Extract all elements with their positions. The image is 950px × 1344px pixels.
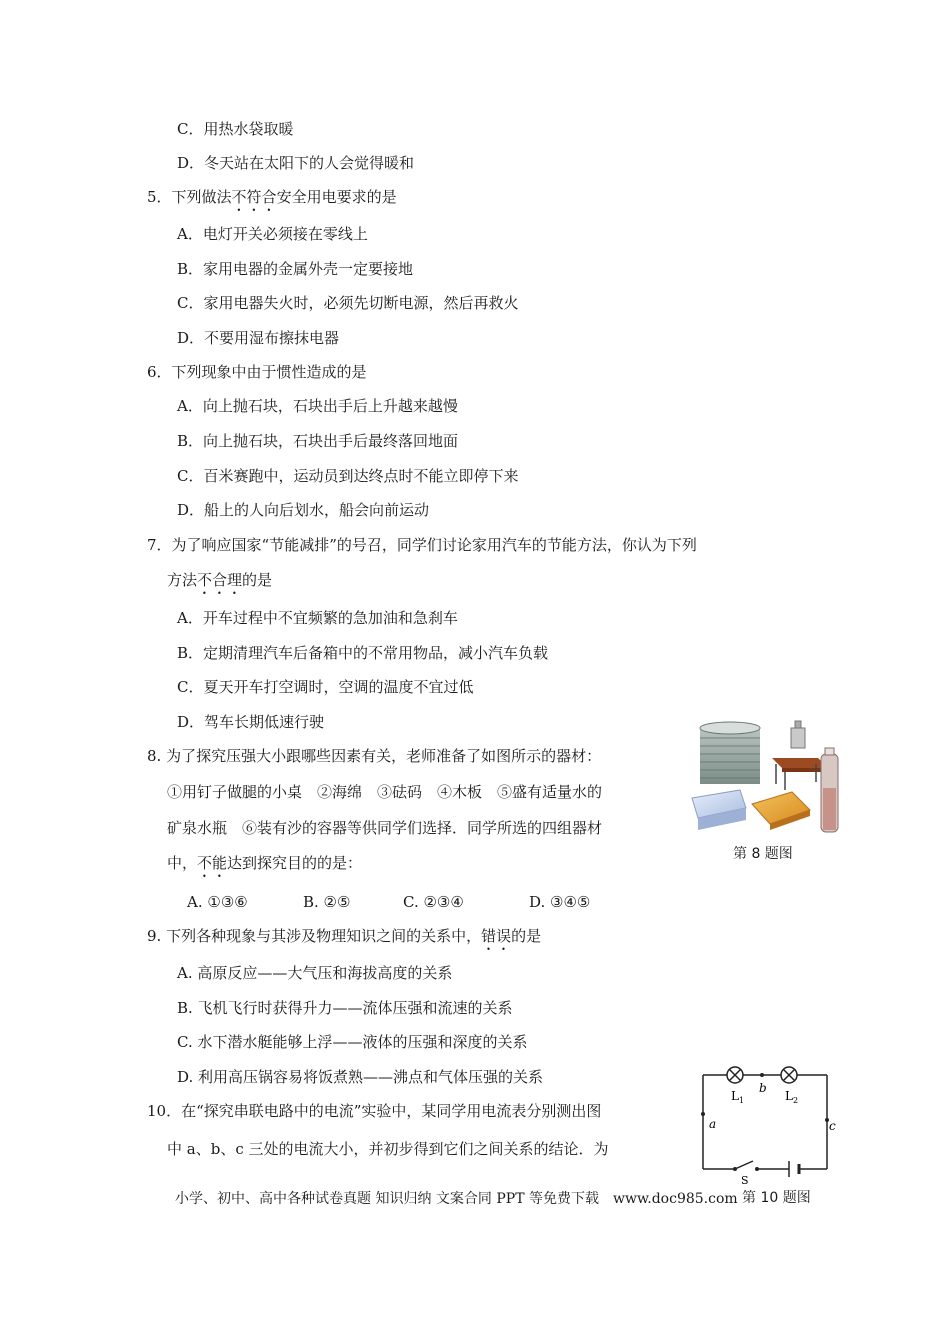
q9-option-d: D. 利用高压锅容易将饭煮熟——沸点和气体压强的关系 — [177, 1068, 544, 1086]
label-c: c — [829, 1119, 836, 1133]
q6-option-d: D．船上的人向后划水，船会向前运动 — [177, 501, 430, 519]
q8-option-c: C. ②③④ — [403, 893, 464, 911]
q8-option-d: D. ③④⑤ — [529, 893, 591, 911]
q5-option-d: D．不要用湿布擦抹电器 — [177, 329, 340, 347]
nail-table-icon — [772, 758, 828, 790]
q8-option-a: A. ①③⑥ — [187, 893, 248, 911]
q10-stem-line1: 10．在“探究串联电路中的电流”实验中，某同学用电流表分别测出图 — [147, 1102, 602, 1120]
water-bottle-icon — [821, 748, 838, 832]
q4-option-c: C．用热水袋取暖 — [177, 120, 294, 138]
label-l2: $L_2$ — [785, 1089, 799, 1105]
q8-stem-line3: 矿泉水瓶 ⑥装有沙的容器等供同学们选择．同学所选的四组器材 — [167, 819, 603, 837]
q5-option-b: B．家用电器的金属外壳一定要接地 — [177, 260, 414, 278]
q5-emphasis: 不符合 — [231, 188, 277, 206]
q7-emphasis: 不合理 — [197, 571, 243, 589]
battery-icon — [789, 1161, 799, 1177]
label-a: a — [709, 1117, 717, 1131]
q8-figure-caption: 第 8 题图 — [733, 846, 793, 862]
q8-stem-line4: 中，不能达到探究目的的是： — [167, 854, 363, 872]
q9-stem: 9. 下列各种现象与其涉及物理知识之间的关系中，错误的是 — [147, 927, 542, 945]
q6-stem: 6．下列现象中由于惯性造成的是 — [147, 363, 367, 381]
q10-circuit-figure — [695, 1062, 845, 1186]
q6-option-b: B．向上抛石块，石块出手后最终落回地面 — [177, 432, 459, 450]
q4-option-d: D．冬天站在太阳下的人会觉得暖和 — [177, 154, 415, 172]
q5-option-c: C．家用电器失火时，必须先切断电源，然后再救火 — [177, 294, 519, 312]
sand-container-icon — [700, 722, 760, 784]
page-footer: 小学、初中、高中各种试卷真题 知识归纳 文案合同 PPT 等免费下载 www.doc985.com — [175, 1191, 738, 1207]
q9-emphasis: 错误 — [481, 927, 512, 945]
sponge-icon — [692, 790, 746, 830]
q8-equipment-figure — [680, 718, 845, 838]
q7-option-d: D．驾车长期低速行驶 — [177, 713, 325, 731]
q7-stem-line1: 7．为了响应国家“节能减排”的号召，同学们讨论家用汽车的节能方法，你认为下列 — [147, 536, 697, 554]
q8-stem-line2: ①用钉子做腿的小桌 ②海绵 ③砝码 ④木板 ⑤盛有适量水的 — [167, 783, 603, 801]
q9-option-a: A. 高原反应——大气压和海拔高度的关系 — [177, 964, 453, 982]
q9-option-c: C. 水下潜水艇能够上浮——液体的压强和深度的关系 — [177, 1033, 528, 1051]
label-b: b — [759, 1081, 767, 1095]
q5-stem: 5．下列做法不符合安全用电要求的是 — [147, 188, 397, 206]
q7-option-a: A．开车过程中不宜频繁的急加油和急刹车 — [177, 609, 458, 627]
wood-board-icon — [752, 792, 810, 830]
q7-stem-line2: 方法不合理的是 — [167, 571, 273, 589]
lamp-l2-icon — [781, 1067, 797, 1083]
q5-option-a: A．电灯开关必须接在零线上 — [177, 225, 368, 243]
q10-stem-line2: 中 a、b、c 三处的电流大小，并初步得到它们之间关系的结论．为 — [167, 1140, 609, 1158]
q9-option-b: B. 飞机飞行时获得升力——流体压强和流速的关系 — [177, 999, 513, 1017]
lamp-l1-icon — [727, 1067, 743, 1083]
q10-figure-caption: 第 10 题图 — [742, 1190, 811, 1206]
label-s: S — [741, 1174, 749, 1186]
q7-option-c: C．夏天开车打空调时，空调的温度不宜过低 — [177, 678, 474, 696]
q8-emphasis: 不能 — [197, 854, 228, 872]
q8-option-b: B. ②⑤ — [303, 893, 351, 911]
q7-option-b: B．定期清理汽车后备箱中的不常用物品，减小汽车负载 — [177, 644, 549, 662]
q6-option-a: A．向上抛石块，石块出手后上升越来越慢 — [177, 397, 458, 415]
q6-option-c: C．百米赛跑中，运动员到达终点时不能立即停下来 — [177, 467, 519, 485]
weight-icon — [791, 721, 805, 748]
label-l1: $L_1$ — [731, 1089, 745, 1105]
q8-stem-line1: 8. 为了探究压强大小跟哪些因素有关，老师准备了如图所示的器材： — [147, 747, 602, 765]
